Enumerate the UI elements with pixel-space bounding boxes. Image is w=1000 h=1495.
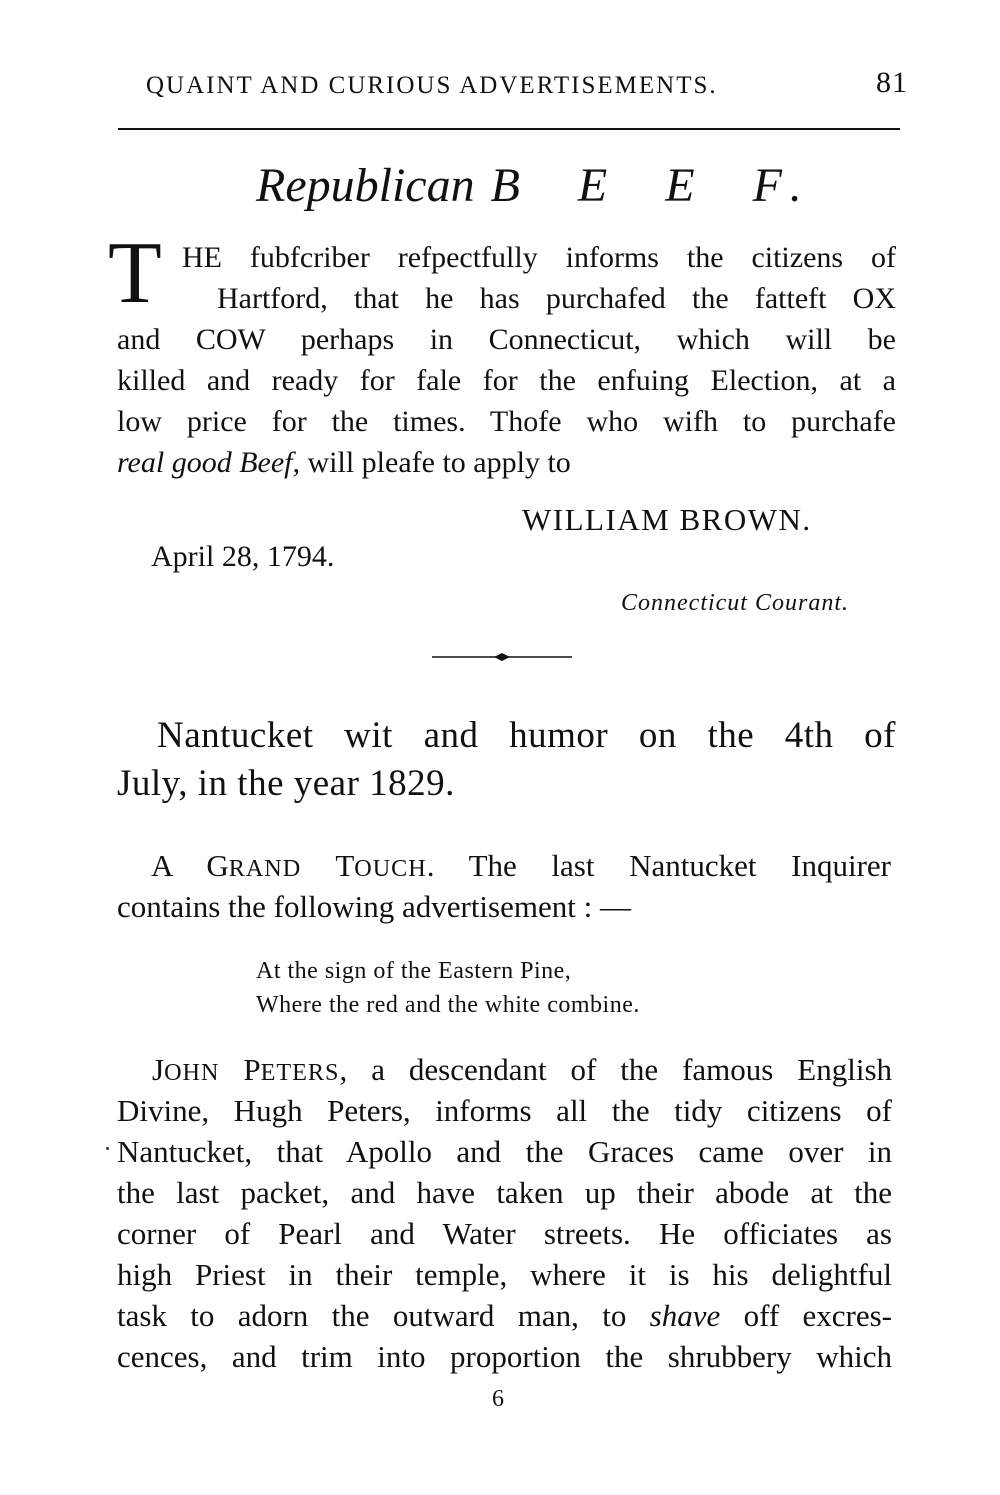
body-line-1 xyxy=(152,1050,892,1093)
verse-line-2: Where the red and the white combine. xyxy=(256,992,640,1018)
body-sc-1-initial: J xyxy=(152,1052,165,1087)
running-head-title: QUAINT AND CURIOUS ADVERTISEMENTS. xyxy=(146,72,718,99)
signature: WILLIAM BROWN. xyxy=(522,502,812,537)
body-line-8: cences, and trim into proportion the shrubbery which xyxy=(117,1339,892,1374)
stray-mark xyxy=(106,1147,109,1150)
ad-line-2: Hartford, that he has purchafed the fatteft OX xyxy=(217,282,896,315)
ad-line-3: and COW perhaps in Connecticut, which will be xyxy=(117,323,896,356)
ad-line-1: HE fubfcriber refpectfully informs the citizens of xyxy=(182,241,896,274)
body-line-7 xyxy=(117,1296,892,1336)
intro-sc-1-initial: A G xyxy=(151,848,229,883)
ad-title-italic: Republican xyxy=(256,159,475,212)
ad-line-5: low price for the times. Thofe who wifh to purchafe xyxy=(117,405,896,438)
task-post: off excres- xyxy=(720,1298,892,1333)
section-heading-line-1: Nantucket wit and humor on the 4th of xyxy=(157,715,896,756)
task-pre: task to adorn the outward man, to xyxy=(117,1298,650,1333)
task-italic: shave xyxy=(649,1298,721,1333)
body-line-3: Nantucket, that Apollo and the Graces came over in xyxy=(117,1134,892,1169)
intro-sc-2-initial: T xyxy=(335,848,355,883)
intro-rest: . The last Nantucket Inquirer xyxy=(426,848,891,883)
ad-line-6 xyxy=(117,443,571,483)
ad-line-4: killed and ready for fale for the enfuing Election, at a xyxy=(117,364,896,397)
body-sc-1-rest: OHN xyxy=(164,1059,220,1086)
body-first-rest: , a descendant of the famous English xyxy=(339,1052,893,1087)
ad-title xyxy=(256,158,816,213)
intro-line-2: contains the following advertisement : — xyxy=(117,889,631,924)
ad-title-caps: B E E F. xyxy=(490,159,816,212)
ad-line-6-italic: real good Beef, xyxy=(117,446,301,479)
drop-cap: T xyxy=(108,225,162,322)
signature-folio: 6 xyxy=(492,1386,504,1412)
verse-line-1: At the sign of the Eastern Pine, xyxy=(256,958,572,984)
body-line-2: Divine, Hugh Peters, informs all the tidy citizens of xyxy=(117,1093,892,1128)
intro-sc-2-rest: OUCH xyxy=(354,855,427,882)
ad-date: April 28, 1794. xyxy=(151,540,335,573)
body-sc-2-initial: P xyxy=(243,1052,261,1087)
body-line-6: high Priest in their temple, where it is his delightful xyxy=(117,1257,892,1292)
body-line-5: corner of Pearl and Water streets. He officiates as xyxy=(117,1216,892,1251)
source-credit: Connecticut Courant. xyxy=(621,590,849,616)
body-sc-2-rest: ETERS xyxy=(260,1059,340,1086)
ad-line-6-rest: will pleafe to apply to xyxy=(300,446,571,479)
ornament-divider xyxy=(432,652,572,662)
section-heading-line-2: July, in the year 1829. xyxy=(117,763,455,804)
running-head xyxy=(146,66,908,106)
page-number: 81 xyxy=(876,66,908,99)
intro-sc-1-rest: RAND xyxy=(228,855,302,882)
header-rule xyxy=(118,128,900,130)
body-line-4: the last packet, and have taken up their abode at the xyxy=(117,1175,892,1210)
intro-line-1 xyxy=(151,846,891,889)
